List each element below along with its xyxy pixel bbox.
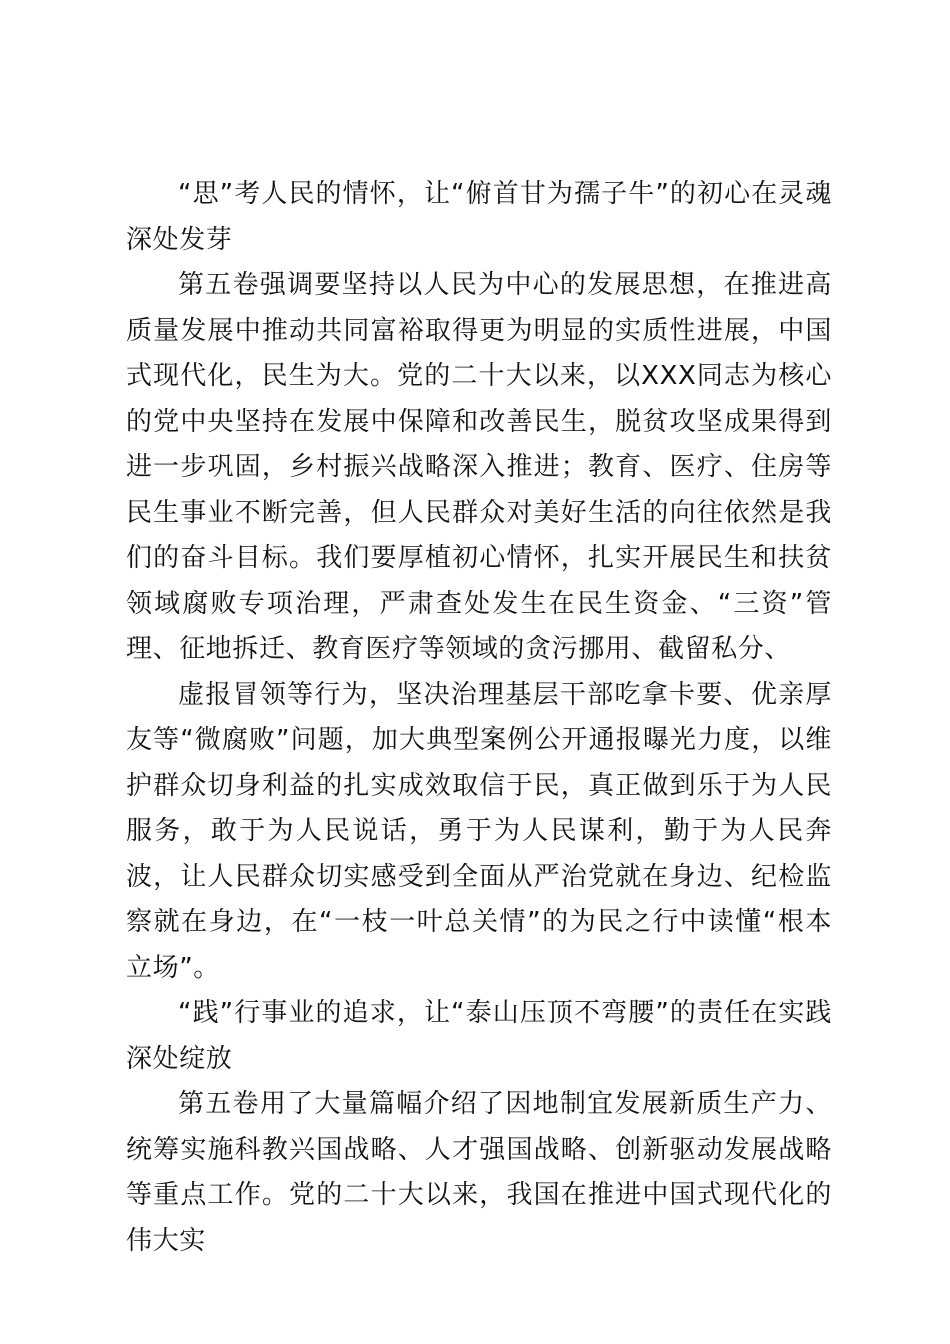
body-paragraph: 第五卷强调要坚持以人民为中心的发展思想，在推进高质量发展中推动共同富裕取得更为明显的实质性进展，中国式现代化，民生为大。党的二十大以来，以XXX同志为核心的党中央坚持在发展中保障和改善民生，脱贫攻坚成果得到进一步巩固，乡村振兴战略深入推进；教育、医疗、住房等民生事业不断完善，但人民群众对美好生活的向往依然是我们的奋斗目标。我们要厚植初心情怀，扎实开展民生和扶贫领域腐败专项治理，严肃查处发生在民生资金、“三资”管理、征地拆迁、教育医疗等领域的贪污挪用、截留私分、	[126, 270, 832, 664]
document-body	[126, 172, 832, 1264]
body-paragraph: 第五卷用了大量篇幅介绍了因地制宜发展新质生产力、统筹实施科教兴国战略、人才强国战略、创新驱动发展战略等重点工作。党的二十大以来，我国在推进中国式现代化的伟大实	[126, 1089, 832, 1256]
body-paragraph: 虚报冒领等行为，坚决治理基层干部吃拿卡要、优亲厚友等“微腐败”问题，加大典型案例公开通报曝光力度，以维护群众切身利益的扎实成效取信于民，真正做到乐于为人民服务，敢于为人民说话，勇于为人民谋利，勤于为人民奔波，让人民群众切实感受到全面从严治党就在身边、纪检监察就在身边，在“一枝一叶总关情”的为民之行中读懂“根本立场”。	[126, 679, 832, 983]
section-heading-think: “思”考人民的情怀，让“俯首甘为孺子牛”的初心在灵魂深处发芽	[126, 179, 832, 255]
section-heading-practice: “践”行事业的追求，让“泰山压顶不弯腰”的责任在实践深处绽放	[126, 998, 832, 1074]
